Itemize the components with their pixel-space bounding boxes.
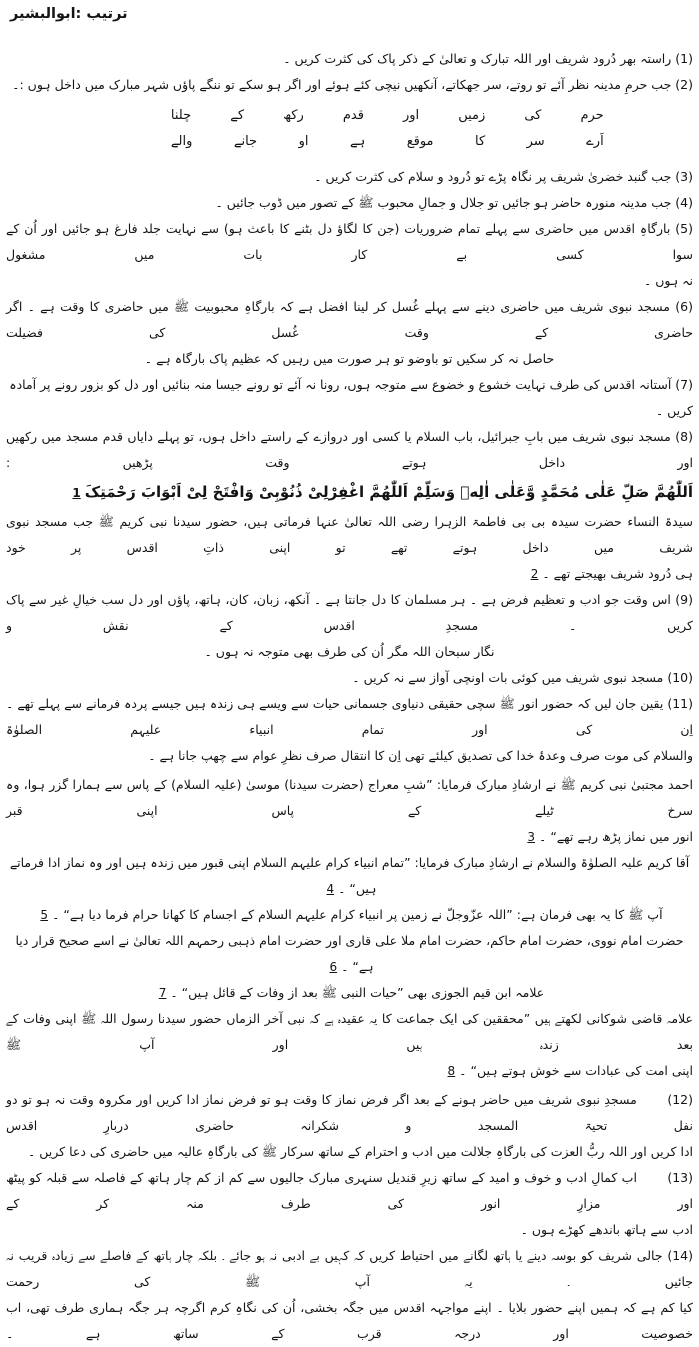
footnote-ref-8: 8 — [447, 1064, 456, 1078]
item-9-line-2 — [6, 639, 693, 665]
item-14-line-2-text: کیا کم ہے کہ ہمیں اپنے حضور بلایا ۔ اپنے مواجہہ اقدس میں جگہ بخشی، اُن کی نگاہِ کرم اگرچہ ہر جگہ ہماری طرف تھی، اب خصوصیت اور درجہ قرب کے ساتھ ہے ۔ — [6, 1300, 693, 1341]
item-3 — [6, 164, 693, 190]
item-12-line-1-text: (12) مسجدِ نبوی شریف میں حاضر ہونے کے بعد اگر فرض نماز کا وقت ہو تو فرض نماز ادا کریں اور مکروہ وقت نہ ہو تو دو نفل تحیۃ المسجد و شکرانہ حاضری دربارِ اقدس — [6, 1092, 693, 1133]
couplet-line-1 — [171, 103, 604, 129]
item-10-text: (10) مسجد نبوی شریف میں کوئی بات اونچی آواز سے نہ کریں ۔ — [352, 670, 693, 685]
item-2 — [6, 72, 693, 98]
hadith-7-text: علامہ ابن قیم الجوزی بھی ”حیات النبی ﷺ بعد از وفات کے قائل ہیں“ ۔ — [170, 985, 545, 1000]
fatima-line-2 — [6, 561, 693, 587]
footnote-ref-4: 4 — [326, 882, 335, 896]
couplet-line-2-text: اَرے سر کا موقع ہے او جانے والے — [170, 134, 604, 149]
fatima-line-1-text: سیدۃ النساء حضرت سیدہ بی بی فاطمۃ الزہرا رضی اللہ تعالیٰ عنہا فرماتی ہیں، حضور سیدنا نبی کریم ﷺ جب مسجد نبوی شریف میں داخل ہوتے تھے تو اپنی ذاتِ اقدس پر خود — [6, 514, 693, 555]
couplet-line-2 — [171, 129, 604, 155]
item-6-line-2 — [6, 346, 693, 372]
item-13-line-2 — [6, 1217, 693, 1243]
item-12-line-1 — [6, 1087, 693, 1139]
hadith-3-line-1 — [6, 772, 693, 824]
item-7-text: (7) آستانہ اقدس کی طرف نہایت خشوع و خضوع سے متوجہ ہوں، رونا نہ آئے تو رونے جیسا منہ بنائیں اور دل کو بزور رونے پر آمادہ کریں ۔ — [9, 377, 693, 418]
footnote-ref-3: 3 — [527, 830, 536, 844]
item-2-text: (2) جب حرمِ مدینہ نظر آئے تو روتے، سر جھکاتے، آنکھیں نیچی کئے ہوئے اور اگر ہو سکے تو ننگے پاؤں شہر مبارک میں داخل ہوں :۔ — [12, 77, 693, 92]
item-1-text: (1) راستہ بھر دُرود شریف اور اللہ تبارک و تعالیٰ کے ذکر پاک کی کثرت کریں ۔ — [283, 51, 693, 66]
hadith-8-line-1-text: علامہ قاضی شوکانی لکھتے ہیں ”محققین کی ایک جماعت کا یہ عقیدہ ہے کہ نبی آخر الزماں حضور سیدنا رسول اللہ ﷺ اپنی وفات کے بعد زندہ ہیں اور آپ ﷺ — [6, 1011, 693, 1052]
item-4-text: (4) جب مدینہ منورہ حاضر ہو جائیں تو جلال و جمالِ محبوب ﷺ کے تصور میں ڈوب جائیں ۔ — [215, 195, 693, 210]
hadith-5 — [6, 902, 693, 928]
hadith-8-line-1 — [6, 1006, 693, 1058]
fatima-line-2-text: ہی دُرود شریف بھیجتے تھے ۔ — [542, 566, 693, 581]
item-12-line-2-text: ادا کریں اور اللہ ربُّ العزت کی بارگاہِ جلالت میں ادب و احترام کے ساتھ سرکار ﷺ کی بارگاہِ عالیہ میں حاضری کی دعا کریں ۔ — [27, 1144, 693, 1159]
footnote-ref-2: 2 — [530, 567, 539, 581]
item-5-line-1-text: (5) بارگاہِ اقدس میں حاضری سے پہلے تمام ضروریات (جن کا لگاؤ دل بٹنے کا باعث ہو) سے نہایت جلد فارغ ہو جائیں اور اُن کے سوا کسی بے کار بات میں مشغول — [6, 221, 693, 262]
document-body — [6, 0, 693, 1347]
byline: ترتیب :ابوالبشیر — [10, 6, 128, 22]
item-10 — [6, 665, 693, 691]
item-1 — [6, 46, 693, 72]
hadith-8-line-2-text: اپنی امت کی عبادات سے خوش ہوتے ہیں“ ۔ — [459, 1063, 693, 1078]
hadith-5-text: آپ ﷺ کا یہ بھی فرمان ہے: ”اللہ عزّوجلّ نے زمین پر انبیاء کرام علیہم السلام کے اجسام کا کھانا حرام فرما دیا ہے“ ۔ — [52, 907, 663, 922]
item-5-line-2-text: نہ ہوں ۔ — [643, 273, 693, 288]
hadith-3-line-2-text: انور میں نماز پڑھ رہے تھے“ ۔ — [539, 829, 693, 844]
item-14-line-2 — [6, 1295, 693, 1347]
item-14-line-1 — [6, 1243, 693, 1295]
item-8-text: (8) مسجد نبوی شریف میں بابِ جبرائیل، باب السلام یا کسی اور دروازے کے راستے داخل ہوں، تو پہلے دایاں قدم مسجد میں رکھیں اور داخل ہوتے وقت پڑھیں : — [6, 429, 693, 470]
item-7 — [6, 372, 693, 424]
item-11-line-2-text: والسلام کی موت صرف وعدۂ خدا کی تصدیق کیلئے تھی اِن کا انتقال صرف نظرِ عوام سے چھپ جانا ہے ۔ — [148, 748, 693, 763]
hadith-7 — [6, 980, 693, 1006]
hadith-8-line-2 — [6, 1058, 693, 1084]
footnote-ref-1: 1 — [72, 486, 81, 500]
dua-line — [6, 479, 693, 506]
item-5-line-1 — [6, 216, 693, 268]
item-13-line-2-text: ادب سے ہاتھ باندھے کھڑے ہوں ۔ — [520, 1222, 693, 1237]
hadith-6-text: حضرت امام نووی، حضرت امام حاکم، حضرت امام ملا علی قاری اور حضرت امام ذہبی رحمہم اللہ تعالیٰ نے اسے صحیح قرار دیا ہے“ ۔ — [15, 933, 684, 974]
item-11-line-1 — [6, 691, 693, 743]
item-11-line-1-text: (11) یقین جان لیں کہ حضور انور ﷺ سچی حقیقی دنیاوی جسمانی حیات سے ویسے ہی زندہ ہیں جیسے پردہ فرمانے سے پہلے تھے ۔ اِن کی اور تمام انبیاء علیہم الصلوٰۃ — [6, 696, 693, 737]
hadith-6 — [6, 928, 693, 980]
item-13-line-1-text: (13) اب کمالِ ادب و خوف و امید کے ساتھ زیرِ قندیل سنہری مبارک جالیوں سے کم از کم چار ہاتھ کے فاصلہ سے قبلہ کو پیٹھ اور مزارِ انور کی طرف منہ کر کے — [6, 1170, 693, 1211]
dua-line-text: اَللّٰهُمَّ صَلِّ عَلٰی مُحَمَّدٍ وَّعَلٰی اٰلِهٖ وَسَلِّمْ اَللّٰهُمَّ اغْفِرْلِیْ ذُنُوْبِیْ وَافْتَحْ لِیْ اَبْوَابَ رَحْمَتِکَ — [84, 483, 693, 501]
item-6-line-1-text: (6) مسجد نبوی شریف میں حاضری دینے سے پہلے غُسل کر لینا افضل ہے کہ بارگاہِ محبوبیت ﷺ میں حاضری کا وقت ہے ۔ اگر حاضری کے وقت غُسل کی فضیلت — [6, 299, 693, 340]
item-8 — [6, 424, 693, 476]
couplet-line-1-text: حرم کی زمیں اور قدم رکھ کے چلنا — [170, 108, 604, 123]
item-4 — [6, 190, 693, 216]
item-3-text: (3) جب گنبد خضریٰ شریف پر نگاہ پڑے تو دُرود و سلام کی کثرت کریں ۔ — [314, 169, 693, 184]
item-9-line-1 — [6, 587, 693, 639]
item-14-line-1-text: (14) جالی شریف کو بوسہ دینے یا ہاتھ لگانے میں احتیاط کریں کہ کہیں بے ادبی نہ ہو جائے ۔ بلکہ چار ہاتھ کے فاصلے سے زیادہ قریب نہ جائیں ۔ یہ آپ ﷺ کی رحمت — [6, 1248, 693, 1289]
item-6-line-2-text: حاصل نہ کر سکیں تو باوضو تو ہر صورت میں رہیں کہ عظیم پاک بارگاہ ہے ۔ — [144, 351, 555, 366]
hadith-4-text: آقا کریم علیہ الصلوٰۃ والسلام نے ارشادِ مبارک فرمایا: ”تمام انبیاء کرام علیہم السلام اپنی قبور میں زندہ ہیں اور وہ نماز ادا فرماتے ہیں“ ۔ — [9, 855, 690, 896]
item-6-line-1 — [6, 294, 693, 346]
footnote-ref-6: 6 — [329, 960, 338, 974]
item-5-line-2 — [6, 268, 693, 294]
item-11-line-2 — [6, 743, 693, 769]
item-12-line-2 — [6, 1139, 693, 1165]
hadith-4 — [6, 850, 693, 902]
footnote-ref-5: 5 — [40, 908, 49, 922]
hadith-3-line-2 — [6, 824, 693, 850]
fatima-line-1 — [6, 509, 693, 561]
item-13-line-1 — [6, 1165, 693, 1217]
item-9-line-1-text: (9) اس وقت جو ادب و تعظیم فرض ہے ۔ ہر مسلمان کا دل جانتا ہے ۔ آنکھ، زبان، کان، ہاتھ، پاؤں اور دل سب خیالِ غیر سے پاک کریں ۔ مسجدِ اقدس کے نقش و — [6, 592, 693, 633]
item-9-line-2-text: نگار سبحان اللہ مگر اُن کی طرف بھی متوجہ نہ ہوں ۔ — [204, 644, 495, 659]
footnote-ref-7: 7 — [158, 986, 167, 1000]
hadith-3-line-1-text: احمد مجتبیٰ نبی کریم ﷺ نے ارشادِ مبارک فرمایا: ”شبِ معراج (حضرت سیدنا) موسیٰ (علیہ السلام) کے پاس سے ہمارا گزر ہوا، وہ سرخ ٹیلے کے پاس اپنی قبر — [6, 777, 693, 818]
